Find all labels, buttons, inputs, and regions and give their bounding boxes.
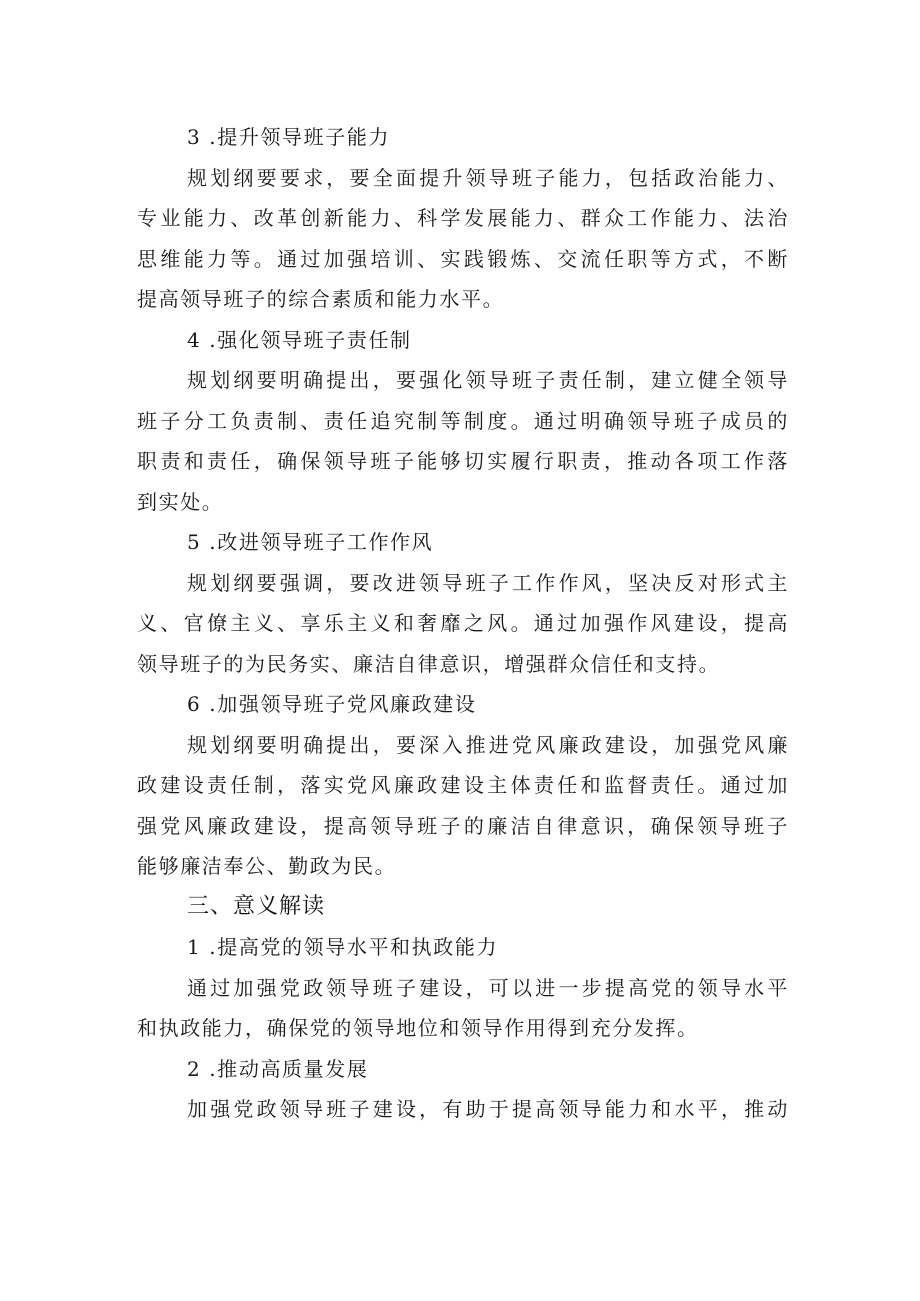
paragraph-line: 提高领导班子的综合素质和能力水平。 <box>137 287 505 311</box>
item-heading: 6 .加强领导班子党风廉政建设 <box>187 692 477 716</box>
paragraph-line: 政建设责任制，落实党风廉政建设主体责任和监督责任。通过加 <box>137 773 789 797</box>
paragraph-line: 到实处。 <box>137 489 224 514</box>
paragraph-line: 和执政能力，确保党的领导地位和领导作用得到充分发挥。 <box>137 1016 699 1040</box>
document-body <box>137 117 789 1130</box>
paragraph-line: 职责和责任，确保领导班子能够切实履行职责，推动各项工作落 <box>137 449 789 473</box>
item-heading: 1 .提高党的领导水平和执政能力 <box>187 935 499 959</box>
paragraph-line: 领导班子的为民务实、廉洁自律意识，增强群众信任和支持。 <box>137 651 721 676</box>
paragraph-line: 强党风廉政建设，提高领导班子的廉洁自律意识，确保领导班子 <box>137 813 789 838</box>
paragraph-line: 加强党政领导班子建设，有助于提高领导能力和水平，推动 <box>187 1097 789 1121</box>
paragraph-line: 义、官僚主义、享乐主义和奢靡之风。通过加强作风建设，提高 <box>137 611 789 635</box>
paragraph-line: 规划纲要强调，要改进领导班子工作作风，坚决反对形式主 <box>187 570 789 595</box>
paragraph-line: 班子分工负责制、责任追究制等制度。通过明确领导班子成员的 <box>137 408 789 433</box>
paragraph-line: 通过加强党政领导班子建设，可以进一步提高党的领导水平 <box>187 975 789 1000</box>
paragraph-line: 规划纲要要求，要全面提升领导班子能力，包括政治能力、 <box>187 165 789 190</box>
item-heading: 5 .改进领导班子工作作风 <box>187 530 434 554</box>
paragraph-line: 专业能力、改革创新能力、科学发展能力、群众工作能力、法治 <box>137 206 789 230</box>
paragraph-line: 规划纲要明确提出，要强化领导班子责任制，建立健全领导 <box>187 368 789 392</box>
item-heading: 3 .提升领导班子能力 <box>187 125 391 149</box>
paragraph-line: 规划纲要明确提出，要深入推进党风廉政建设，加强党风廉 <box>187 732 789 757</box>
paragraph-line: 能够廉洁奉公、勤政为民。 <box>137 854 397 878</box>
section-title: 三、意义解读 <box>187 893 326 919</box>
item-heading: 4 .强化领导班子责任制 <box>187 327 412 352</box>
item-heading: 2 .推动高质量发展 <box>187 1056 369 1081</box>
paragraph-line: 思维能力等。通过加强培训、实践锻炼、交流任职等方式，不断 <box>137 246 789 271</box>
